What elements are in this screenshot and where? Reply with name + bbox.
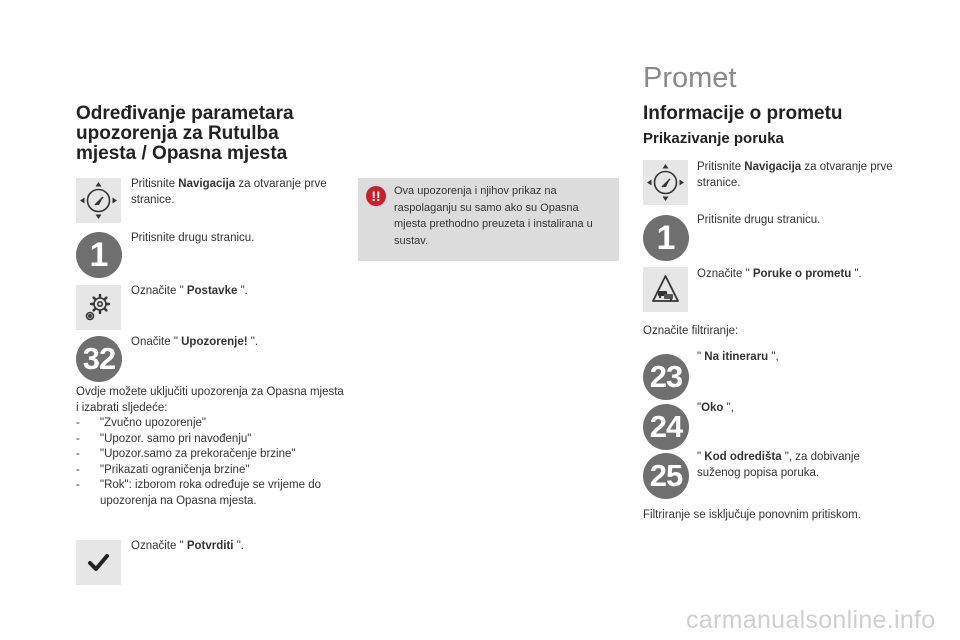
list-dash: - [76, 417, 80, 429]
settings-gear-icon [76, 285, 121, 330]
step-keyword: Navigacija [178, 178, 236, 190]
section-title: Informacije o prometu [643, 103, 843, 124]
navigation-button-icon [643, 160, 688, 205]
list-item [76, 463, 346, 479]
step-text: ". [247, 336, 259, 348]
step-warning-text [131, 334, 331, 350]
navigation-button-icon [76, 178, 121, 223]
step-text: ", [768, 351, 779, 363]
list-dash: - [76, 448, 80, 460]
step-text: " [697, 451, 705, 463]
filter-footer-text: Filtriranje se isključuje ponovnim pritiskom. [643, 509, 861, 521]
step-keyword: Oko [701, 402, 724, 414]
options-list [76, 385, 346, 509]
step-keyword: Poruke o prometu [752, 268, 852, 280]
list-item-text: "Rok": izborom roka određuje se vrijeme do upozorenja na Opasna mjesta. [100, 479, 322, 507]
step-text: " [697, 351, 705, 363]
section-title-line: mjesta / Opasna mjesta [76, 143, 288, 164]
step-text: ". [233, 540, 244, 552]
traffic-messages-icon [643, 267, 688, 312]
list-item [76, 478, 346, 509]
step-text: Označite " [131, 540, 187, 552]
step-text: za otvaranje prve stranice. [131, 178, 327, 206]
filter-intro: Označite filtriranje: [643, 325, 739, 337]
step-text: za otvaranje prve stranice. [697, 161, 893, 189]
filter-option-text [697, 349, 897, 365]
step-text: Označite " [131, 285, 187, 297]
filter-option-text [697, 400, 897, 416]
step-traffic-text [697, 266, 897, 282]
step-text: Onačite " [131, 336, 182, 348]
list-intro: Ovdje možete uključiti upozorenja za Opasna mjesta i izabrati sljedeće: [76, 386, 344, 414]
list-dash: - [76, 479, 80, 491]
step-navigation-text [131, 176, 331, 208]
step-badge: 1 [643, 215, 689, 261]
list-dash: - [76, 432, 80, 445]
step-badge: 32 [76, 336, 122, 382]
step-badge: 23 [643, 354, 689, 400]
list-item-text: "Upozor. samo pri navođenju" [100, 432, 252, 445]
step-text: Pritisnite drugu stranicu. [131, 232, 255, 244]
step-text: Označite " [697, 268, 753, 280]
step-text: ", za dobivanje suženog popisa poruka. [697, 451, 860, 479]
list-item-text: "Zvučno upozorenje" [100, 417, 206, 429]
list-dash: - [76, 463, 80, 476]
exclamation-icon: !! [366, 186, 386, 206]
step-badge: 24 [643, 404, 689, 450]
list-item-text: "Upozor.samo za prekoračenje brzine" [100, 448, 296, 460]
list-item-text: "Prikazati ograničenja brzine" [100, 463, 250, 476]
step-text: Pritisnite drugu stranicu. [697, 214, 821, 226]
step-badge: 25 [643, 453, 689, 499]
step-badge: 1 [76, 232, 122, 278]
warning-text: Ova upozorenja i njihov prikaz na raspolaganju su samo ako su Opasna mjesta prethodno preuzeta i instalirana u sustav. [394, 185, 593, 247]
section-title [76, 104, 336, 164]
step-keyword: Navigacija [744, 161, 802, 173]
step-text: " [697, 402, 702, 414]
list-item [76, 447, 346, 463]
step-keyword: Potvrditi [186, 540, 234, 552]
step-navigation-text [697, 159, 897, 191]
list-item [76, 416, 346, 432]
step-text: Pritisnite [131, 178, 179, 190]
step-keyword: Kod odredišta [704, 451, 782, 463]
step-text: Pritisnite [697, 161, 745, 173]
step-text: ". [237, 285, 248, 297]
section-title-line: Određivanje parametara [76, 103, 294, 124]
step-confirm-text [131, 538, 331, 554]
section-subtitle: Prikazivanje poruka [643, 130, 784, 147]
step-keyword: Postavke [186, 285, 238, 297]
step-keyword: Upozorenje! [181, 336, 248, 348]
step-text: ". [851, 268, 862, 280]
section-title-line: upozorenja za Rutulba [76, 123, 279, 144]
confirm-checkmark-icon [76, 540, 121, 585]
step-text: ", [723, 402, 734, 414]
filter-option-text [697, 449, 897, 481]
list-item [76, 432, 346, 448]
step-settings-text [131, 283, 331, 299]
step-keyword: Na itineraru [704, 351, 769, 363]
chapter-title: Promet [643, 62, 737, 94]
watermark: carmanualsonline.info [686, 606, 936, 634]
